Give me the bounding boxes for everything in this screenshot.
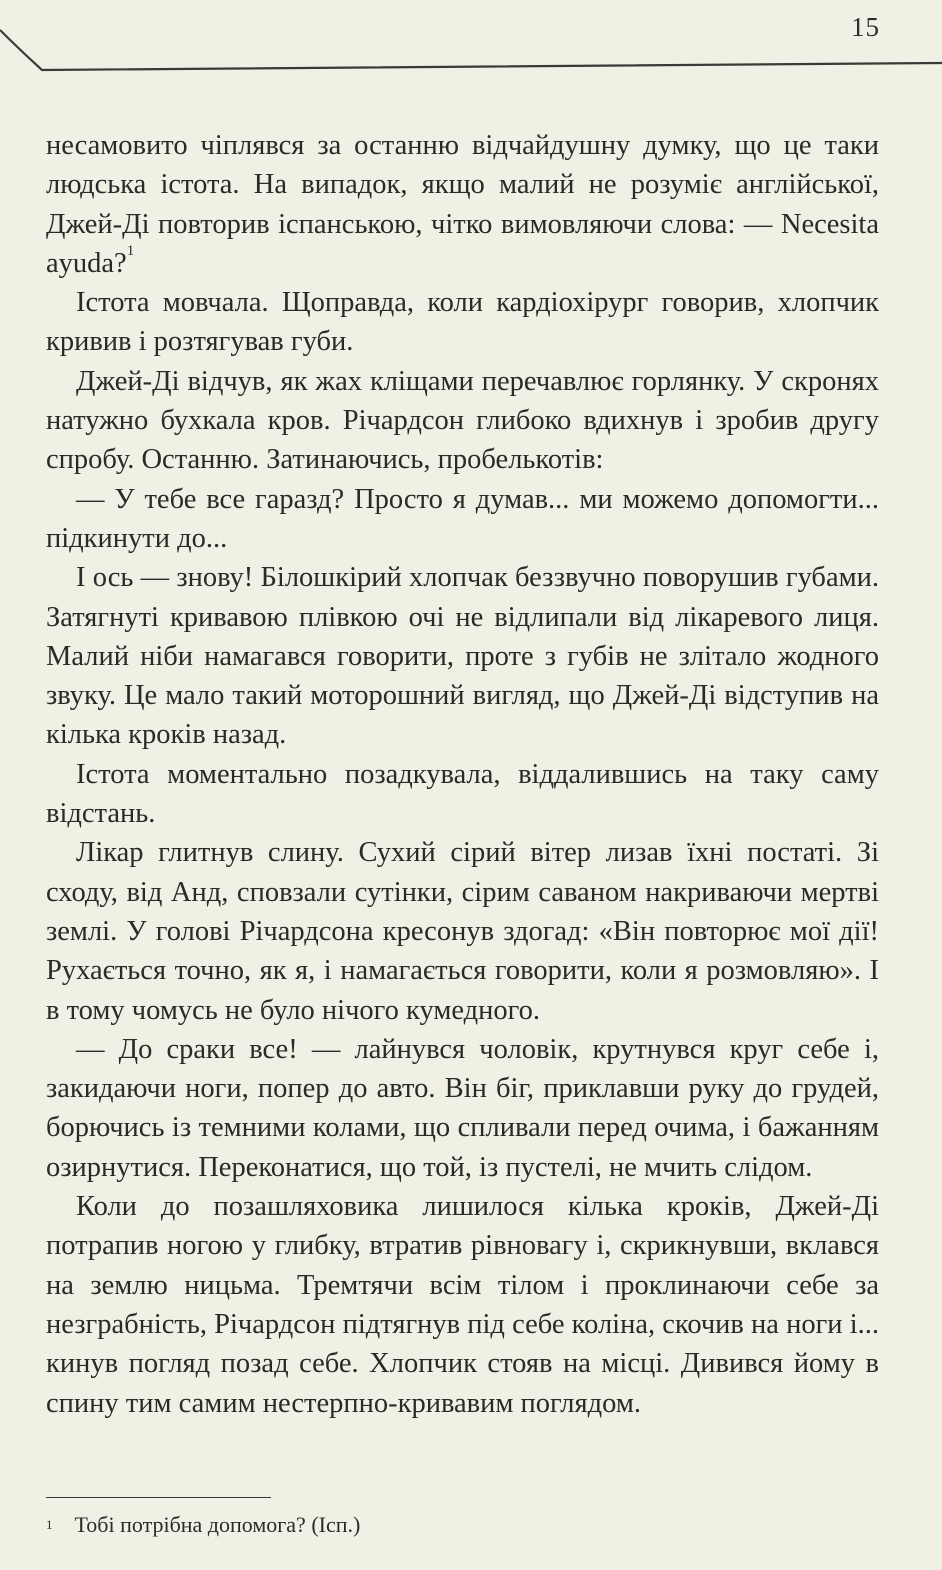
page-number: 15	[851, 12, 880, 42]
paragraph: Джей-Ді відчув, як жах кліщами перечавлює горлянку. У скронях натужно бухкала кров. Річардсон глибоко вдихнув і зробив другу спробу. Останню. Затинаючись, пробелькотів:	[46, 365, 879, 476]
paragraph: — До сраки все! — лайнувся чоловік, крутнувся круг себе і, закидаючи ноги, попер до авто. Він біг, приклавши руку до грудей, борючись із темними колами, що спливали перед очима, і бажанням озирнутися. Переконатися, що той, із пустелі, не мчить слідом.	[46, 1033, 879, 1183]
paragraph: І ось — знову! Білошкірий хлопчак беззвучно поворушив губами. Затягнуті кривавою плівкою очі не відлипали від лікаревого лиця. Малий ніби намагався говорити, проте з губів не злітало жодного звуку. Це мало такий моторошний вигляд, що Джей-Ді відступив на кілька кроків назад.	[46, 562, 879, 751]
footnote-text: Тобі потрібна допомога? (Ісп.)	[74, 1512, 361, 1537]
paragraph: Істота мовчала. Щоправда, коли кардіохірург говорив, хлопчик кривив і розтягував губи.	[46, 287, 879, 358]
footnote	[46, 1511, 886, 1539]
paragraph: несамовито чіплявся за останню відчайдушну думку, що це таки людська істота. На випадок, якщо малий не розуміє англійської, Джей-Ді повторив іспанською, чітко вимовляючи слова: — Necesita ayuda?$^1$	[46, 130, 879, 279]
paragraph: — У тебе все гаразд? Просто я думав... ми можемо допомогти... підкинути до...	[46, 483, 879, 554]
paragraph: Істота моментально позадкувала, віддалившись на таку саму відстань.	[46, 758, 879, 830]
footnote-rule	[46, 1497, 271, 1498]
footnote-reference: 1	[126, 242, 135, 259]
footnote-number: 1	[46, 1517, 53, 1532]
header-rule	[0, 0, 942, 80]
body-text	[46, 126, 879, 1423]
paragraph: Лікар глитнув слину. Сухий сірий вітер лизав їхні постаті. Зі сходу, від Анд, сповзали сутінки, сірим саваном накриваючи мертві землі. У голові Річардсона кресонув здогад: «Він повторює мої дії! Рухається точно, як я, і намагається говорити, коли я розмовляю». І в тому чомусь не було нічого кумедного.	[46, 837, 879, 1026]
paragraph: Коли до позашляховика лишилося кілька кроків, Джей-Ді потрапив ногою у глибку, втратив рівновагу і, скрикнувши, вклався на землю ницьма. Тремтячи всім тілом і проклинаючи себе за незграбність, Річардсон підтягнув під себе коліна, скочив на ноги і... кинув погляд позад себе. Хлопчик стояв на місці. Дивився йому в спину тим самим нестерпно-кривавим поглядом.	[46, 1191, 879, 1419]
